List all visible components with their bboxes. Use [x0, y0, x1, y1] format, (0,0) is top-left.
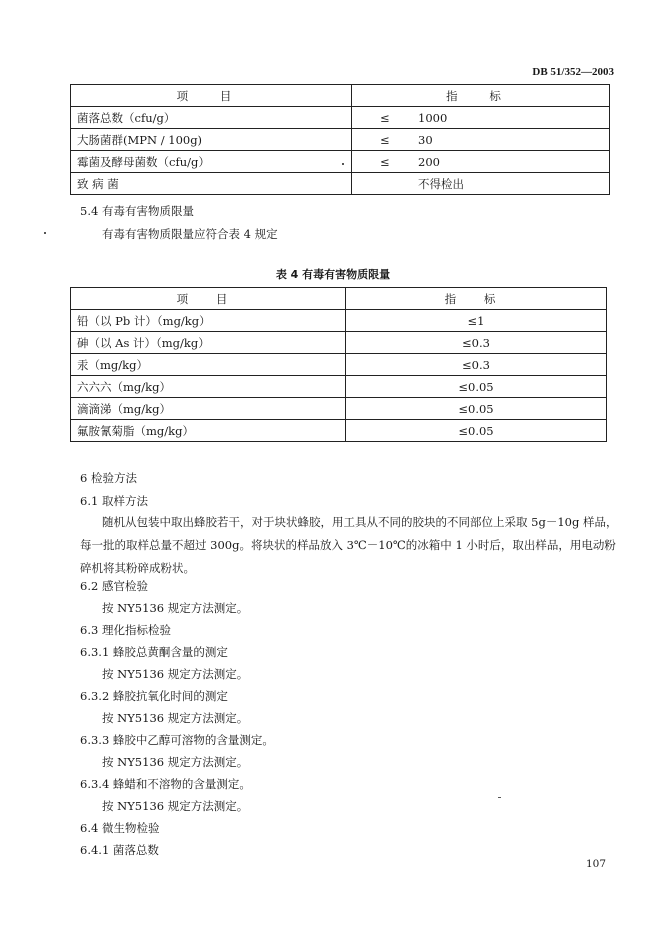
value-cell: ≤0.3 [346, 332, 607, 354]
section-5-4-heading: 5.4 有毒有害物质限量 [80, 204, 194, 218]
column-header-item: 项 目 [71, 85, 352, 107]
section-6-3-4-text: 按 NY5136 规定方法测定。 [102, 799, 249, 813]
item-cell: 滴滴涕（mg/kg） [71, 398, 346, 420]
comparator: ≤ [380, 110, 390, 125]
value-cell [352, 173, 610, 195]
value: 不得检出 [418, 176, 464, 191]
item-cell: 菌落总数（cfu/g） [71, 107, 352, 129]
scan-speck [342, 163, 344, 165]
comparator: ≤ [380, 154, 390, 169]
value: 1000 [418, 110, 448, 125]
table-row [71, 173, 610, 195]
scan-speck [44, 232, 46, 234]
value-cell [352, 151, 610, 173]
table-header-row [71, 85, 610, 107]
table-row [71, 354, 607, 376]
value-cell: ≤0.05 [346, 420, 607, 442]
item-cell: 六六六（mg/kg） [71, 376, 346, 398]
column-header-item: 项 目 [71, 288, 346, 310]
table-header-row [71, 288, 607, 310]
table-row [71, 376, 607, 398]
item-cell: 大肠菌群(MPN / 100g) [71, 129, 352, 151]
microbiology-table [70, 84, 610, 195]
scan-speck [498, 797, 501, 798]
section-6-3-1-text: 按 NY5136 规定方法测定。 [102, 667, 249, 681]
comparator: ≤ [380, 132, 390, 147]
page-number: 107 [585, 858, 606, 870]
toxic-substances-table [70, 287, 607, 442]
section-6-3-4-heading: 6.3.4 蜂蜡和不溶物的含量测定。 [80, 777, 251, 791]
item-cell: 汞（mg/kg） [71, 354, 346, 376]
item-cell: 铅（以 Pb 计）（mg/kg） [71, 310, 346, 332]
section-6-3-3-heading: 6.3.3 蜂胶中乙醇可溶物的含量测定。 [80, 733, 274, 747]
table-row [71, 398, 607, 420]
section-6-2-heading: 6.2 感官检验 [80, 579, 148, 593]
value-cell: ≤1 [346, 310, 607, 332]
value: 200 [418, 154, 440, 169]
item-cell: 氟胺氰菊脂（mg/kg） [71, 420, 346, 442]
value-cell [352, 129, 610, 151]
table-4-title: 表 4 有毒有害物质限量 [275, 268, 391, 281]
document-code: DB 51/352—2003 [532, 66, 614, 78]
section-6-2-text: 按 NY5136 规定方法测定。 [102, 601, 249, 615]
section-6-3-2-heading: 6.3.2 蜂胶抗氧化时间的测定 [80, 689, 228, 703]
section-6-heading: 6 检验方法 [80, 471, 137, 485]
value-cell: ≤0.3 [346, 354, 607, 376]
table-row [71, 107, 610, 129]
value-cell [352, 107, 610, 129]
section-6-3-2-text: 按 NY5136 规定方法测定。 [102, 711, 249, 725]
section-5-4-text: 有毒有害物质限量应符合表 4 规定 [102, 227, 278, 241]
section-6-3-1-heading: 6.3.1 蜂胶总黄酮含量的测定 [80, 645, 228, 659]
section-6-3-3-text: 按 NY5136 规定方法测定。 [102, 755, 249, 769]
column-header-index: 指 标 [346, 288, 607, 310]
table-row [71, 420, 607, 442]
table-row [71, 151, 610, 173]
section-6-3-heading: 6.3 理化指标检验 [80, 623, 171, 637]
item-cell: 致 病 菌 [71, 173, 352, 195]
item-cell: 霉菌及酵母菌数（cfu/g） [71, 151, 352, 173]
column-header-index: 指 标 [352, 85, 610, 107]
table-row [71, 129, 610, 151]
section-6-1-heading: 6.1 取样方法 [80, 494, 148, 508]
item-cell: 砷（以 As 计）（mg/kg） [71, 332, 346, 354]
table-row [71, 310, 607, 332]
section-6-1-text: 随机从包装中取出蜂胶若干，对于块状蜂胶，用工具从不同的胶块的不同部位上采取 5g－10g 样品，每一批的取样总量不超过 300g。将块状的样品放入 3℃－10℃的冰箱中 1 小时后，取出样品，用电动粉碎机将其粉碎成粉状。 [80, 515, 618, 575]
value-cell: ≤0.05 [346, 376, 607, 398]
section-6-4-1-heading: 6.4.1 菌落总数 [80, 843, 159, 857]
value-cell: ≤0.05 [346, 398, 607, 420]
section-6-4-heading: 6.4 微生物检验 [80, 821, 160, 835]
table-row [71, 332, 607, 354]
value: 30 [418, 132, 433, 147]
